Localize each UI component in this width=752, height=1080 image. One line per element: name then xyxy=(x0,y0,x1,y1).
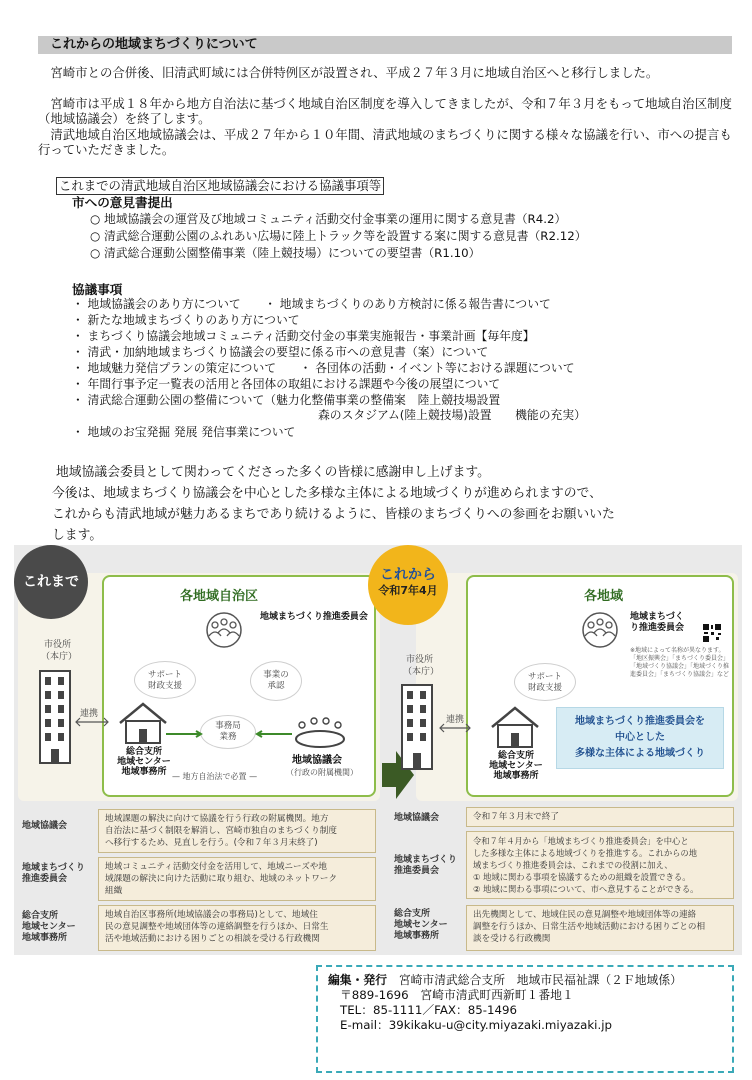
row-text-line: ② 地域に関わる事項について、市へ意見することができる。 xyxy=(473,884,699,894)
intro-paragraph: 清武地域自治区地域協議会は、平成２７年から１０年間、清武地域のまちづくりに関する様々な協議を行い、市への提言も行っていただきました。 xyxy=(38,127,732,157)
publisher-address: 〒889-1696 宮崎市清武町西新町１番地１ xyxy=(340,988,574,1002)
row-text-line: へ移行するため、見直しを行う。(令和７年３月末終了) xyxy=(105,838,318,848)
row-text-line: した多様な主体による地域づくりを推進する。これからの地 xyxy=(473,848,698,858)
row-label-line: 地域まちづくり xyxy=(394,855,457,865)
row-label: 地域協議会 xyxy=(22,821,68,831)
row-text-line: ① 地域に関わる事項を協議するための組織を設置できる。 xyxy=(473,872,691,882)
support-text: サポート xyxy=(147,670,182,680)
people-icon xyxy=(198,611,250,649)
row-text-line: 令和７年４月から「地域まちづくり推進委員会」を中心と xyxy=(473,836,689,846)
topic-item: ・ 年間行事予定一覧表の活用と各団体の取組における課題や今後の展望について xyxy=(72,377,501,391)
section-title: これからの地域まちづくりについて xyxy=(38,36,732,54)
support-text: 財政支援 xyxy=(147,681,182,691)
topic-item: 森のスタジアム(陸上競技場)設置 機能の充実） xyxy=(318,408,586,422)
intro-paragraph: 宮崎市との合併後、旧清武町域には合併特例区が設置され、平成２７年３月に地域自治区へと移行しました。 xyxy=(50,65,659,80)
row-text-line: 組織 xyxy=(105,886,123,896)
name-note-line: 「地域づくり協議会」「地域づくり推 xyxy=(630,663,730,670)
after-committee-label: 地域まちづくり推進委員会 xyxy=(630,612,685,633)
support-oval xyxy=(134,661,196,699)
row-label-line: 総合支所 xyxy=(22,911,59,921)
before-link-label: 連携 xyxy=(80,709,99,719)
branch-line: 総合支所 xyxy=(125,747,162,757)
secretariat-text: 業務 xyxy=(219,732,237,742)
after-link-label: 連携 xyxy=(446,715,465,725)
after-badge-line2: 令和7年4月 xyxy=(378,584,438,597)
topics-heading: 協議事項 xyxy=(72,282,123,297)
closing-text: します。 xyxy=(52,528,103,543)
name-note-line: ※地域によって名称が異なります。 xyxy=(630,647,725,654)
council-label: 地域協議会 xyxy=(292,755,342,766)
council-note: （行政の附属機関） xyxy=(286,768,358,777)
row-label-line: 地域センター xyxy=(394,920,448,930)
branch-line: 地域センター xyxy=(489,761,543,771)
discussion-box-heading: これまでの清武地域自治区地域協議会における協議事項等 xyxy=(56,177,384,195)
comparison-diagram xyxy=(14,545,742,955)
topic-item: ・ まちづくり協議会地域コミュニティ活動交付金の事業実施報告・事業計画【毎年度】 xyxy=(72,329,535,343)
publisher-org: 宮崎市清武総合支所 地域市民福祉課（２Ｆ地域係） xyxy=(398,973,682,987)
publisher-tel: TEL：85-1111／FAX：85-1496 xyxy=(340,1003,518,1017)
row-after-text xyxy=(466,905,734,951)
row-label-line: 地域事務所 xyxy=(394,931,440,941)
law-note: — 地方自治法で必置 — xyxy=(172,772,258,781)
publisher-box xyxy=(316,965,734,1073)
row-label xyxy=(22,863,85,885)
house-icon xyxy=(116,701,170,745)
before-city-office-sub: （本庁） xyxy=(41,652,78,662)
row-text-line: 調整を行うほか、日常生活や地域活動における困りごとの相 xyxy=(473,922,706,932)
row-label-line: 地域事務所 xyxy=(22,933,68,943)
opinion-item: ○ 地域協議会の運営及び地域コミュニティ活動交付金事業の運用に関する意見書（R4.2） xyxy=(90,212,567,226)
secretariat-text: 事務局 xyxy=(215,721,241,731)
row-text-line: 出先機関として、地域住民の意見調整や地域団体等の連絡 xyxy=(473,910,697,920)
row-after-text xyxy=(466,831,734,899)
approval-oval xyxy=(250,661,302,701)
link-arrow-icon xyxy=(74,717,110,727)
row-label-line: 総合支所 xyxy=(394,909,431,919)
branch-line: 総合支所 xyxy=(497,751,534,761)
opinion-item: ○ 清武総合運動公園のふれあい広場に陸上トラック等を設置する案に関する意見書（R2.12） xyxy=(90,229,587,243)
branch-line: 地域事務所 xyxy=(121,767,167,777)
row-after-text xyxy=(466,807,734,827)
qr-code-icon xyxy=(702,623,722,643)
highlight-box xyxy=(556,707,724,769)
publisher-email: E-mail：39kikaku-u@city.miyazaki.miyazaki.jp xyxy=(340,1018,612,1032)
closing-text: これからも清武地域が魅力あるまちであり続けるように、皆様のまちづくりへの参画をお願いいた xyxy=(52,507,615,522)
topic-item: ・ 新たな地域まちづくりのあり方について xyxy=(72,313,300,327)
row-label-line: 推進委員会 xyxy=(394,866,440,876)
row-text-line: 民の意見調整や地域団体等の連絡調整を行うほか、日常生 xyxy=(105,922,329,932)
before-badge: これまで xyxy=(14,545,88,619)
support-text: サポート xyxy=(527,672,562,682)
opinion-item: ○ 清武総合運動公園整備事業（陸上競技場）についての要望書（R1.10） xyxy=(90,246,481,260)
branch-line: 地域事務所 xyxy=(493,771,539,781)
name-note xyxy=(630,647,729,679)
publisher-line xyxy=(328,973,722,988)
after-badge-line1: これから xyxy=(380,567,436,583)
topic-item: ・ 清武・加納地域まちづくり協議会の要望に係る市への意見書（案）について xyxy=(72,345,489,359)
row-text-line: 談を受ける行政機関 xyxy=(473,934,551,944)
arrow-icon xyxy=(164,730,204,738)
before-city-office: 市役所 xyxy=(44,640,72,650)
highlight-line: 多様な主体による地域づくり xyxy=(575,748,705,759)
support-oval xyxy=(514,663,576,701)
after-city-office: 市役所 xyxy=(406,655,434,665)
row-before-text xyxy=(98,857,376,901)
building-icon xyxy=(400,683,434,771)
row-text-line: 地域コミュニティ活動交付金を活用して、地域ニーズや地 xyxy=(105,862,327,872)
topic-item: ・ 地域協議会のあり方について ・ 地域まちづくりのあり方検討に係る報告書について xyxy=(72,297,551,311)
council-icon xyxy=(292,715,348,751)
before-title: 各地域自治区 xyxy=(180,589,259,604)
row-before-text xyxy=(98,905,376,951)
arrow-icon xyxy=(254,730,294,738)
row-before-text xyxy=(98,809,376,853)
support-text: 財政支援 xyxy=(527,683,562,693)
row-text-line: 域課題の解決に向けた活動に取り組む、地域のネットワーク xyxy=(105,874,338,884)
after-badge xyxy=(368,545,448,625)
before-branch-label xyxy=(114,747,174,777)
row-text-line: 地域課題の解決に向けて協議を行う行政の附属機関。地方 xyxy=(105,814,329,824)
closing-text: 今後は、地域まちづくり協議会を中心とした多様な主体による地域づくりが進められますので、 xyxy=(52,486,602,501)
after-branch-label xyxy=(486,751,546,781)
link-arrow-icon xyxy=(438,723,472,733)
row-label-line: 地域センター xyxy=(22,922,76,932)
highlight-line: 中心とした xyxy=(615,732,665,743)
building-icon xyxy=(38,669,72,765)
intro-paragraph: 宮崎市は平成１８年から地方自治法に基づく地域自治区制度を導入してきましたが、令和７年３月をもって地域自治区制度（地域協議会）を終了します。 xyxy=(38,96,732,126)
highlight-line: 地域まちづくり推進委員会を xyxy=(575,716,705,727)
row-text-line: 活や地域活動における困りごとの相談を受ける行政機関 xyxy=(105,934,320,944)
secretariat-oval xyxy=(200,715,256,749)
approval-text: 事業の xyxy=(263,670,289,680)
after-title: 各地域 xyxy=(584,589,624,604)
row-label-line: 推進委員会 xyxy=(22,874,68,884)
row-text-line: 自治法に基づく制限を解消し、宮崎市独自のまちづくり制度 xyxy=(105,826,337,836)
publisher-label: 編集・発行 xyxy=(328,973,387,987)
after-city-office-sub: （本庁） xyxy=(403,667,440,677)
opinions-heading: 市への意見書提出 xyxy=(72,195,173,210)
closing-text: 地域協議会委員として関わってくださった多くの皆様に感謝申し上げます。 xyxy=(56,465,490,480)
topic-item: ・ 地域魅力発信プランの策定について ・ 各団体の活動・イベント等における課題について xyxy=(72,361,575,375)
topic-item: ・ 地域のお宝発掘 発展 発信事業について xyxy=(72,425,296,439)
name-note-line: 「地区振興会」「まちづくり委員会」 xyxy=(630,655,729,662)
row-text-line: 令和７年３月末で終了 xyxy=(473,812,559,822)
house-icon xyxy=(488,705,542,749)
branch-line: 地域センター xyxy=(117,757,171,767)
row-text-line: 域まちづくり推進委員会は、これまでの役割に加え、 xyxy=(473,860,673,870)
row-label xyxy=(394,909,448,942)
row-label-line: 地域まちづくり xyxy=(22,863,85,873)
name-note-line: 進委員会」「まちづくり協議会」など xyxy=(630,671,729,678)
row-text-line: 地域自治区事務所(地域協議会の事務局)として、地域住 xyxy=(105,910,318,920)
row-label xyxy=(22,911,76,944)
people-icon xyxy=(574,611,626,649)
row-label: 地域協議会 xyxy=(394,813,440,823)
topic-item: ・ 清武総合運動公園の整備について（魅力化整備事業の整備案 陸上競技場設置 xyxy=(72,393,501,407)
row-label xyxy=(394,855,457,877)
approval-text: 承認 xyxy=(267,681,285,691)
before-committee-label: 地域まちづくり推進委員会 xyxy=(260,612,368,622)
